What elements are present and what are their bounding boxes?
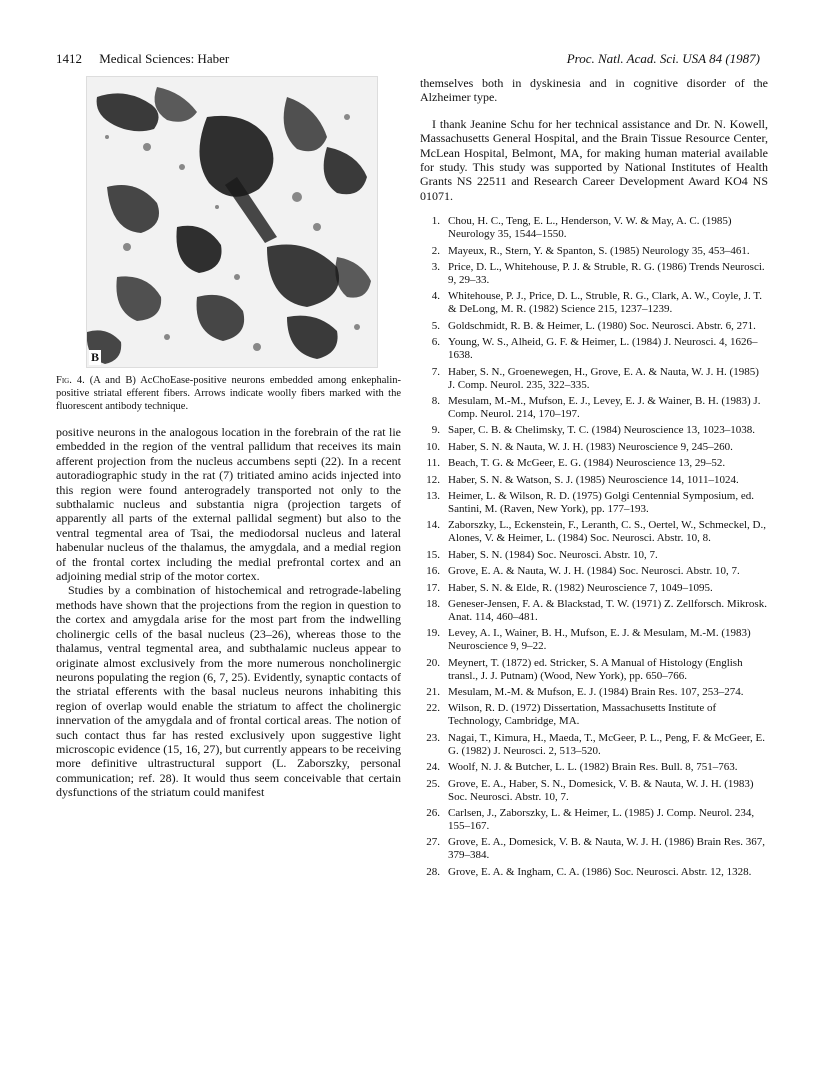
reference-number: 7. bbox=[431, 365, 440, 378]
reference-item bbox=[420, 778, 768, 804]
journal-citation: Proc. Natl. Acad. Sci. USA 84 (1987) bbox=[566, 51, 760, 66]
reference-number: 27. bbox=[426, 836, 440, 849]
page-number: 1412 bbox=[56, 51, 82, 66]
reference-text: Haber, S. N. & Nauta, W. J. H. (1983) Neuroscience 9, 245–260. bbox=[448, 440, 733, 453]
reference-text: Young, W. S., Alheid, G. F. & Heimer, L. (1984) J. Neurosci. 4, 1626–1638. bbox=[448, 336, 758, 362]
reference-number: 10. bbox=[426, 440, 440, 453]
reference-text: Mesulam, M.-M., Mufson, E. J., Levey, E. J. & Wainer, B. H. (1983) J. Comp. Neurol. 214, 170–197. bbox=[448, 394, 761, 420]
reference-number: 16. bbox=[426, 565, 440, 578]
reference-text: Goldschmidt, R. B. & Heimer, L. (1980) Soc. Neurosci. Abstr. 6, 271. bbox=[448, 319, 756, 332]
header-left bbox=[56, 50, 229, 68]
reference-text: Levey, A. I., Wainer, B. H., Mufson, E. J. & Mesulam, M.-M. (1983) Neuroscience 9, 9–22. bbox=[448, 627, 751, 653]
reference-item bbox=[420, 627, 768, 653]
reference-item bbox=[420, 290, 768, 316]
reference-item bbox=[420, 866, 768, 879]
reference-number: 3. bbox=[431, 261, 440, 274]
reference-item bbox=[420, 657, 768, 683]
reference-item bbox=[420, 565, 768, 578]
reference-text: Whitehouse, P. J., Price, D. L., Struble, R. G., Clark, A. W., Coyle, J. T. & DeLong, M. R. (1982) Science 215, 1237–1239. bbox=[448, 290, 762, 316]
figure-caption bbox=[56, 374, 401, 413]
reference-item bbox=[420, 549, 768, 562]
right-column bbox=[420, 76, 768, 882]
reference-item bbox=[420, 598, 768, 624]
reference-number: 19. bbox=[426, 627, 440, 640]
micrograph-image bbox=[87, 77, 377, 367]
reference-item bbox=[420, 457, 768, 470]
reference-number: 20. bbox=[426, 656, 440, 669]
reference-text: Carlsen, J., Zaborszky, L. & Heimer, L. (1985) J. Comp. Neurol. 234, 155–167. bbox=[448, 807, 755, 833]
reference-number: 5. bbox=[431, 319, 440, 332]
reference-number: 13. bbox=[426, 489, 440, 502]
reference-text: Chou, H. C., Teng, E. L., Henderson, V. W. & May, A. C. (1985) Neurology 35, 1544–1550. bbox=[448, 215, 732, 241]
reference-text: Woolf, N. J. & Butcher, L. L. (1982) Brain Res. Bull. 8, 751–763. bbox=[448, 761, 738, 774]
reference-text: Saper, C. B. & Chelimsky, T. C. (1984) Neuroscience 13, 1023–1038. bbox=[448, 424, 756, 437]
page-header bbox=[56, 50, 760, 68]
reference-text: Wilson, R. D. (1972) Dissertation, Massachusetts Institute of Technology, Cambridge, MA. bbox=[448, 702, 717, 728]
reference-item bbox=[420, 702, 768, 728]
acknowledgment: I thank Jeanine Schu for her technical assistance and Dr. N. Kowell, Massachusetts General Hospital, and the Brain Tissue Resource Center, McLean Hospital, Belmont, MA, for making human material available for study. This study was supported by National Institutes of Health Grants NS 22511 and Research Career Development Award KO4 NS 01071. bbox=[420, 116, 768, 203]
reference-text: Zaborszky, L., Eckenstein, F., Leranth, C. S., Oertel, W., Schmeckel, D., Alones, V. & Heimer, L. (1984) Soc. Neurosci. Abstr. 10, 8. bbox=[448, 519, 766, 545]
reference-number: 23. bbox=[426, 731, 440, 744]
reference-text: Grove, E. A. & Ingham, C. A. (1986) Soc. Neurosci. Abstr. 12, 1328. bbox=[448, 865, 752, 878]
caption-text: (A and B) AcChoEase-positive neurons embedded among enkephalin-positive striatal efferent fibers. Arrows indicate woolly fibers marked with the fluorescent antibody technique. bbox=[56, 375, 401, 412]
reference-text: Haber, S. N. & Watson, S. J. (1985) Neuroscience 14, 1011–1024. bbox=[448, 473, 739, 486]
reference-item bbox=[420, 490, 768, 516]
reference-number: 17. bbox=[426, 581, 440, 594]
reference-text: Geneser-Jensen, F. A. & Blackstad, T. W. (1971) Z. Zellforsch. Mikrosk. Anat. 114, 460–481. bbox=[448, 597, 767, 623]
figure-micrograph bbox=[86, 76, 378, 368]
reference-text: Mayeux, R., Stern, Y. & Spanton, S. (1985) Neurology 35, 453–461. bbox=[448, 244, 750, 257]
reference-number: 22. bbox=[426, 702, 440, 715]
reference-text: Beach, T. G. & McGeer, E. G. (1984) Neuroscience 13, 29–52. bbox=[448, 457, 726, 470]
reference-number: 15. bbox=[426, 548, 440, 561]
reference-text: Grove, E. A., Haber, S. N., Domesick, V. B. & Nauta, W. J. H. (1983) Soc. Neurosci. Abstr. 10, 7. bbox=[448, 777, 754, 803]
body-paragraph-1: positive neurons in the analogous location in the forebrain of the rat lie embedded in the region of the ventral pallidum that receives its main afferent projection from the nucleus accumbens septi (22). In a recent autoradiographic study in the rat (7) tritiated amino acids injected into this region were found anterogradely transported not only to the subthalamic nucleus and substantia nigra (projection targets of apparently all parts of the external pallidal segment) but also to the ventral tegmental area of Tsai, the mediodorsal nucleus and lateral habenular nucleus of the thalamus, the amygdala, and a medial region of the frontal cortex including the medial prefrontal cortex and an adjoining medial strip of the motor cortex. bbox=[56, 425, 401, 584]
reference-number: 8. bbox=[431, 394, 440, 407]
reference-item bbox=[420, 441, 768, 454]
reference-item bbox=[420, 732, 768, 758]
reference-number: 28. bbox=[426, 865, 440, 878]
reference-text: Haber, S. N., Groenewegen, H., Grove, E. A. & Nauta, W. J. H. (1985) J. Comp. Neurol. 235, 322–335. bbox=[448, 365, 759, 391]
reference-text: Nagai, T., Kimura, H., Maeda, T., McGeer, P. L., Peng, F. & McGeer, E. G. (1982) J. Neurosci. 2, 513–520. bbox=[448, 731, 765, 757]
section-title: Medical Sciences: Haber bbox=[99, 51, 230, 66]
reference-text: Price, D. L., Whitehouse, P. J. & Struble, R. G. (1986) Trends Neurosci. 9, 29–33. bbox=[448, 261, 765, 287]
reference-item bbox=[420, 474, 768, 487]
body-continuation: themselves both in dyskinesia and in cognitive disorder of the Alzheimer type. bbox=[420, 76, 768, 105]
reference-number: 21. bbox=[426, 686, 440, 699]
reference-number: 4. bbox=[431, 290, 440, 303]
left-column bbox=[56, 76, 401, 800]
reference-number: 9. bbox=[431, 424, 440, 437]
reference-item bbox=[420, 686, 768, 699]
reference-item bbox=[420, 215, 768, 241]
reference-number: 6. bbox=[431, 336, 440, 349]
figure-tag: Fig. 4. bbox=[56, 375, 85, 386]
reference-text: Meynert, T. (1872) ed. Stricker, S. A Manual of Histology (English transl., J. J. Putnam) (Wood, New York), pp. 650–766. bbox=[448, 656, 743, 682]
reference-number: 14. bbox=[426, 519, 440, 532]
reference-number: 2. bbox=[431, 244, 440, 257]
reference-item bbox=[420, 320, 768, 333]
reference-item bbox=[420, 366, 768, 392]
reference-number: 26. bbox=[426, 807, 440, 820]
reference-number: 12. bbox=[426, 473, 440, 486]
reference-number: 18. bbox=[426, 597, 440, 610]
reference-text: Mesulam, M.-M. & Mufson, E. J. (1984) Brain Res. 107, 253–274. bbox=[448, 686, 744, 699]
reference-text: Haber, S. N. & Elde, R. (1982) Neuroscience 7, 1049–1095. bbox=[448, 581, 713, 594]
reference-text: Grove, E. A., Domesick, V. B. & Nauta, W. J. H. (1986) Brain Res. 367, 379–384. bbox=[448, 836, 766, 862]
reference-item bbox=[420, 519, 768, 545]
reference-item bbox=[420, 424, 768, 437]
body-paragraph-2: Studies by a combination of histochemical and retrograde-labeling methods have shown that the projections from the region in question to the cortex and amygdala arise for the most part from the indwelling cholinergic cells of the basal nucleus (23–26), whereas those to the thalamus, ventral tegmental area, and subthalamic nucleus appear to originate almost exclusively from the more numerous noncholinergic neurons populating the region (6, 7, 25). Evidently, synaptic contacts of the striatal efferents with the basal nucleus neurons inhabiting this region of overlap would enable the striatum to affect the cholinergic innervation of the amygdala and of frontal cortical areas. The notion of such contact thus far has rested exclusively upon suggestive light microscopic evidence (15, 16, 27), but currently appears to be receiving more definitive ultrastructural support (L. Zaborszky, personal communication; ref. 28). It would thus seem conceivable that certain dysfunctions of the striatum could manifest bbox=[56, 583, 401, 800]
reference-text: Heimer, L. & Wilson, R. D. (1975) Golgi Centennial Symposium, ed. Santini, M. (Raven, New York), pp. 177–193. bbox=[448, 489, 754, 515]
reference-item bbox=[420, 245, 768, 258]
reference-item bbox=[420, 761, 768, 774]
reference-text: Haber, S. N. (1984) Soc. Neurosci. Abstr. 10, 7. bbox=[448, 548, 658, 561]
reference-item bbox=[420, 395, 768, 421]
reference-item bbox=[420, 836, 768, 862]
reference-text: Grove, E. A. & Nauta, W. J. H. (1984) Soc. Neurosci. Abstr. 10, 7. bbox=[448, 565, 740, 578]
panel-label: B bbox=[91, 350, 100, 364]
reference-number: 11. bbox=[426, 457, 440, 470]
reference-item bbox=[420, 336, 768, 362]
reference-list bbox=[420, 215, 768, 879]
reference-number: 25. bbox=[426, 777, 440, 790]
reference-number: 1. bbox=[431, 215, 440, 228]
reference-number: 24. bbox=[426, 761, 440, 774]
reference-item bbox=[420, 807, 768, 833]
reference-item bbox=[420, 261, 768, 287]
reference-item bbox=[420, 582, 768, 595]
